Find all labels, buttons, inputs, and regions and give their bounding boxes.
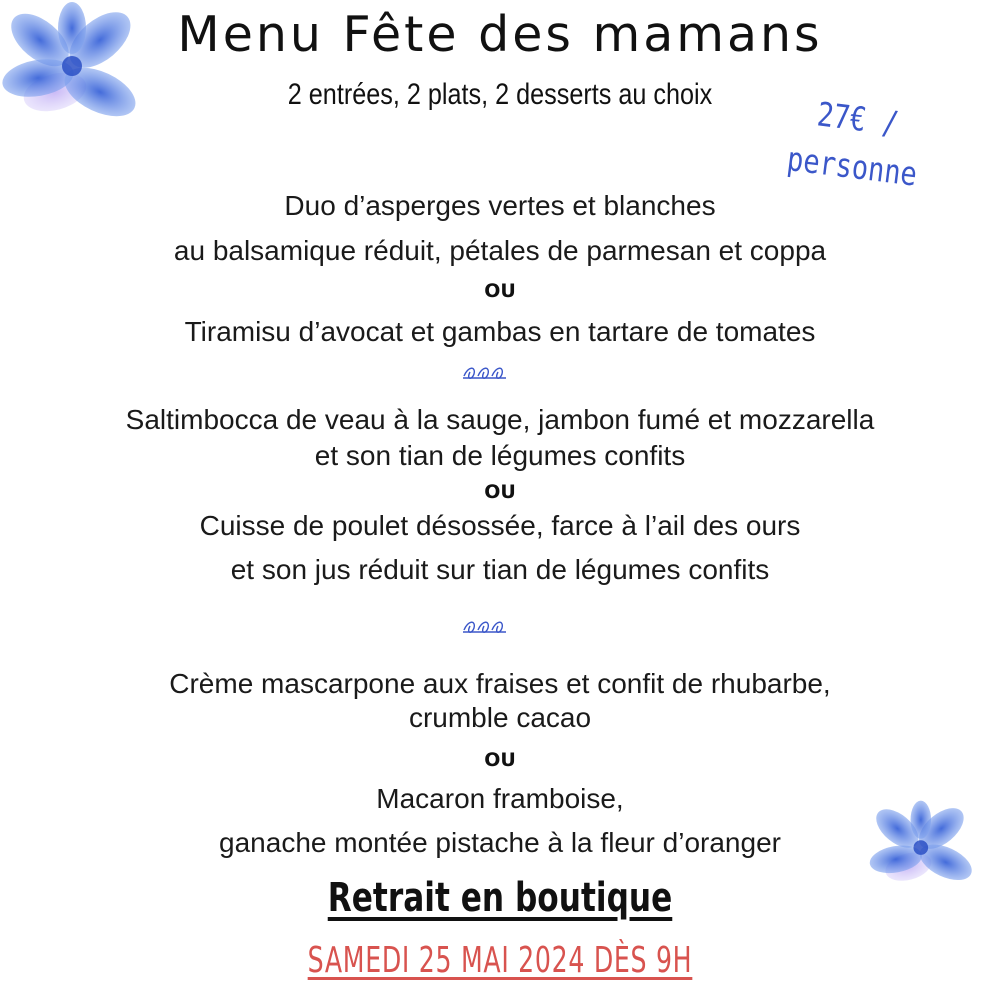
price-tag [780, 87, 930, 199]
menu-title: Menu Fête des mamans [177, 6, 823, 63]
plat-or-separator: OU [484, 481, 516, 503]
dessert-2-line-2: ganache montée pistache à la fleur d’oranger [219, 827, 781, 858]
dessert-or-separator: OU [484, 749, 516, 771]
plat-1-line-2: et son tian de légumes confits [314, 440, 686, 471]
plat-2-line-1: Cuisse de poulet désossée, farce à l’ail des ours [199, 510, 801, 541]
entree-1-line-1: Duo d’asperges vertes et blanches [284, 190, 716, 221]
entree-2-line-1: Tiramisu d’avocat et gambas en tartare de tomates [184, 316, 816, 347]
dessert-1-line-2: crumble cacao [408, 702, 592, 733]
leaf-swirl-divider-icon [460, 616, 510, 638]
pickup-date: SAMEDI 25 MAI 2024 DÈS 9H [307, 940, 693, 981]
price-amount: 27€ / [815, 94, 901, 144]
menu-subtitle: 2 entrées, 2 plats, 2 desserts au choix [287, 78, 713, 111]
price-unit: personne [785, 139, 920, 194]
pickup-label: Retrait en boutique [327, 875, 673, 921]
dessert-1-line-1: Crème mascarpone aux fraises et confit de rhubarbe, [169, 668, 831, 699]
dessert-2-line-1: Macaron framboise, [376, 783, 624, 814]
entree-1-line-2: au balsamique réduit, pétales de parmesan et coppa [173, 235, 827, 266]
plat-2-line-2: et son jus réduit sur tian de légumes confits [230, 554, 770, 585]
plat-1-line-1: Saltimbocca de veau à la sauge, jambon fumé et mozzarella [125, 404, 875, 435]
leaf-swirl-divider-icon [460, 362, 510, 384]
entree-or-separator: OU [484, 280, 516, 302]
